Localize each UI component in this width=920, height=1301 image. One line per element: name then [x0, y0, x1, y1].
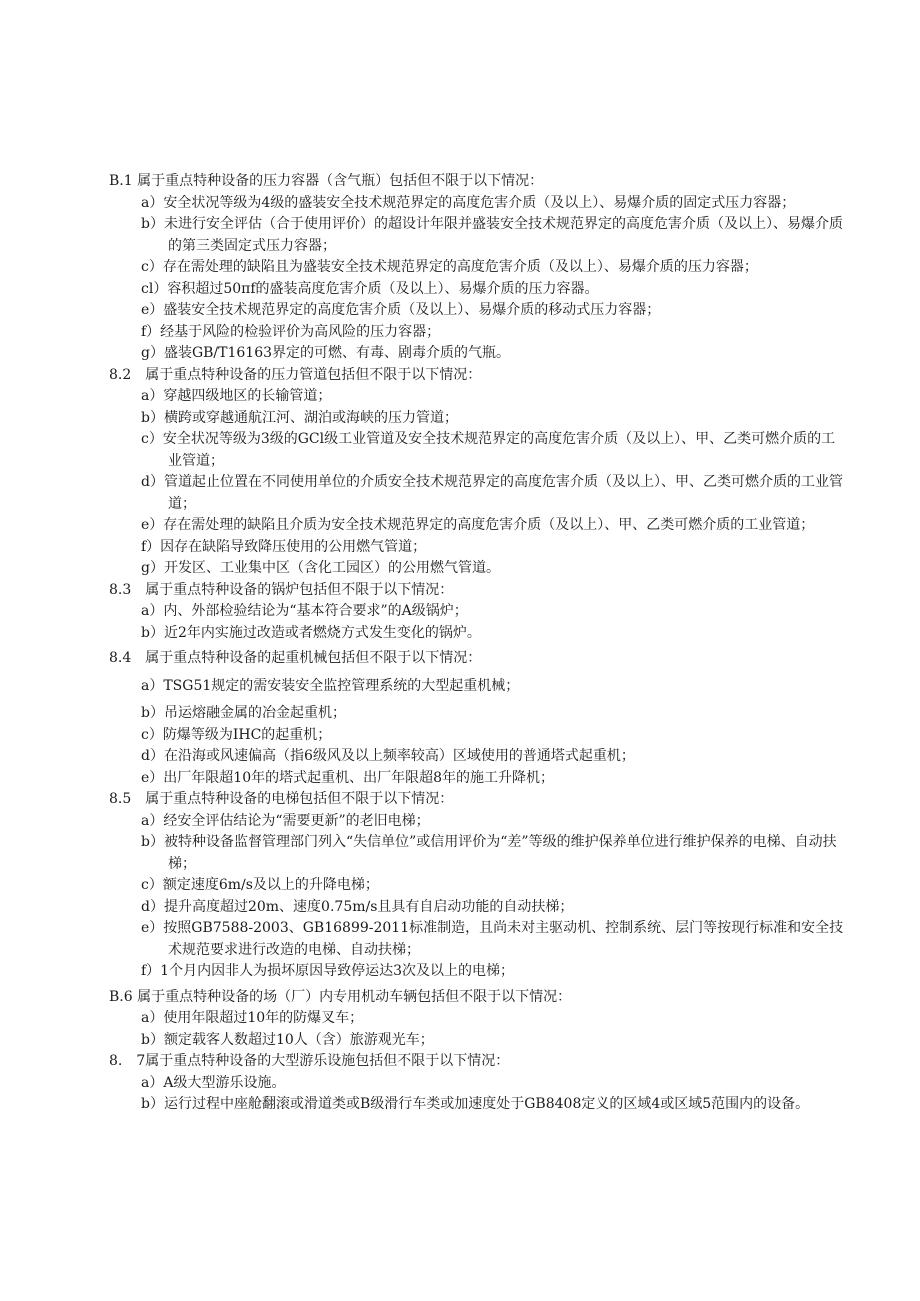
list-item: f）经基于风险的检验评价为高风险的压力容器；: [141, 323, 441, 340]
list-item: d）管道起止位置在不同使用单位的介质安全技术规范界定的高度危害介质（及以上）、甲、乙类可燃介质的工业管道；: [141, 474, 843, 512]
list-item: c）防爆等级为IHC的起重机；: [141, 726, 332, 743]
list-item: c）安全状况等级为3级的GCl级工业管道及安全技术规范界定的高度危害介质（及以上）、甲、乙类可燃介质的工业管道；: [141, 431, 836, 469]
section-8-5: [109, 789, 849, 983]
list-item: g）盛装GB/T16163界定的可燃、有毒、剧毒介质的气瓶。: [141, 345, 511, 361]
list-item: g）开发区、工业集中区（含化工园区）的公用燃气管道。: [141, 560, 500, 576]
list-item: b）近2年内实施过改造或者燃烧方式发生变化的锅炉。: [141, 624, 481, 641]
list-item: a）经安全评估结论为“需要更新”的老旧电梯；: [141, 812, 430, 829]
list-item: a）安全状况等级为4级的盛装安全技术规范界定的高度危害介质（及以上）、易爆介质的固定式压力容器；: [141, 194, 796, 211]
section-8-7: [109, 1051, 849, 1116]
section-b6: [109, 987, 849, 1052]
list-item: e）存在需处理的缺陷且介质为安全技术规范界定的高度危害介质（及以上）、甲、乙类可燃介质的工业管道；: [141, 517, 815, 533]
list-item: f）因存在缺陷导致降压使用的公用燃气管道；: [141, 538, 427, 555]
section-heading: 8.5 属于重点特种设备的电梯包括但不限于以下情况：: [109, 791, 454, 807]
list-item: b）运行过程中座舱翻滚或滑道类或B级滑行车类或加速度处于GB8408定义的区域4或区域5范围内的设备。: [141, 1096, 810, 1112]
list-item: b）吊运熔融金属的冶金起重机；: [141, 705, 346, 721]
list-item: e）出厂年限超10年的塔式起重机、出厂年限超8年的施工升降机；: [141, 769, 555, 786]
section-8-2: [109, 365, 849, 580]
list-item: a）穿越四级地区的长输管道；: [141, 388, 332, 404]
section-heading: 8.3 属于重点特种设备的锅炉包括但不限于以下情况：: [109, 581, 454, 598]
list-item: c）额定速度6m∕s及以上的升降电梯；: [141, 877, 379, 893]
section-heading: 8.2 属于重点特种设备的压力管道包括但不限于以下情况：: [109, 366, 482, 383]
list-item: b）未进行安全评估（合于使用评价）的超设计年限并盛装安全技术规范界定的高度危害介质（及以上）、易爆介质的第三类固定式压力容器；: [141, 216, 843, 254]
document-body: [109, 171, 849, 1116]
section-heading: B.1 属于重点特种设备的压力容器（含气瓶）包括但不限于以下情况：: [109, 173, 544, 189]
list-item: c）存在需处理的缺陷且为盛装安全技术规范界定的高度危害介质（及以上）、易爆介质的压力容器；: [141, 259, 758, 275]
list-item: b）横跨或穿越通航江河、湖泊或海峡的压力管道；: [141, 409, 458, 426]
section-8-4: [109, 648, 849, 789]
section-heading: 8. 7属于重点特种设备的大型游乐设施包括但不限于以下情况：: [109, 1053, 510, 1069]
list-item: f）1个月内因非人为损坏原因导致停运达3次及以上的电梯；: [141, 963, 514, 979]
list-item: d）在沿海或风速偏高（指6级风及以上频率较高）区域使用的普通塔式起重机；: [141, 748, 635, 764]
section-heading: 8.4 属于重点特种设备的起重机械包括但不限于以下情况：: [109, 650, 482, 666]
section-8-3: [109, 580, 849, 645]
section-b1: [109, 171, 849, 365]
list-item: b）额定载客人数超过10人（含）旅游观光车；: [141, 1031, 434, 1048]
section-heading: B.6 属于重点特种设备的场（厂）内专用机动车辆包括但不限于以下情况：: [109, 988, 572, 1005]
list-item: cl）容积超过50πf的盛装高度危害介质（及以上）、易爆介质的压力容器。: [141, 280, 599, 297]
list-item: a）TSG51规定的需安装安全监控管理系统的大型起重机械；: [141, 677, 520, 694]
list-item: a）A级大型游乐设施。: [141, 1074, 286, 1091]
list-item: b）被特种设备监督管理部门列入“失信单位”或信用评价为“差”等级的维护保养单位进行维护保养的电梯、自动扶梯；: [141, 834, 837, 872]
list-item: a）使用年限超过10年的防爆叉车；: [141, 1010, 364, 1026]
list-item: d）提升高度超过20m、速度0.75m∕s且具有自启动功能的自动扶梯；: [141, 898, 574, 915]
list-item: a）内、外部检验结论为“基本符合要求”的A级锅炉；: [141, 603, 468, 619]
list-item: e）盛装安全技术规范界定的高度危害介质（及以上）、易爆介质的移动式压力容器；: [141, 302, 661, 318]
list-item: e）按照GB7588-2003、GB16899-2011标准制造，且尚未对主驱动机、控制系统、层门等按现行标准和安全技术规范要求进行改造的电梯、自动扶梯；: [141, 920, 844, 958]
